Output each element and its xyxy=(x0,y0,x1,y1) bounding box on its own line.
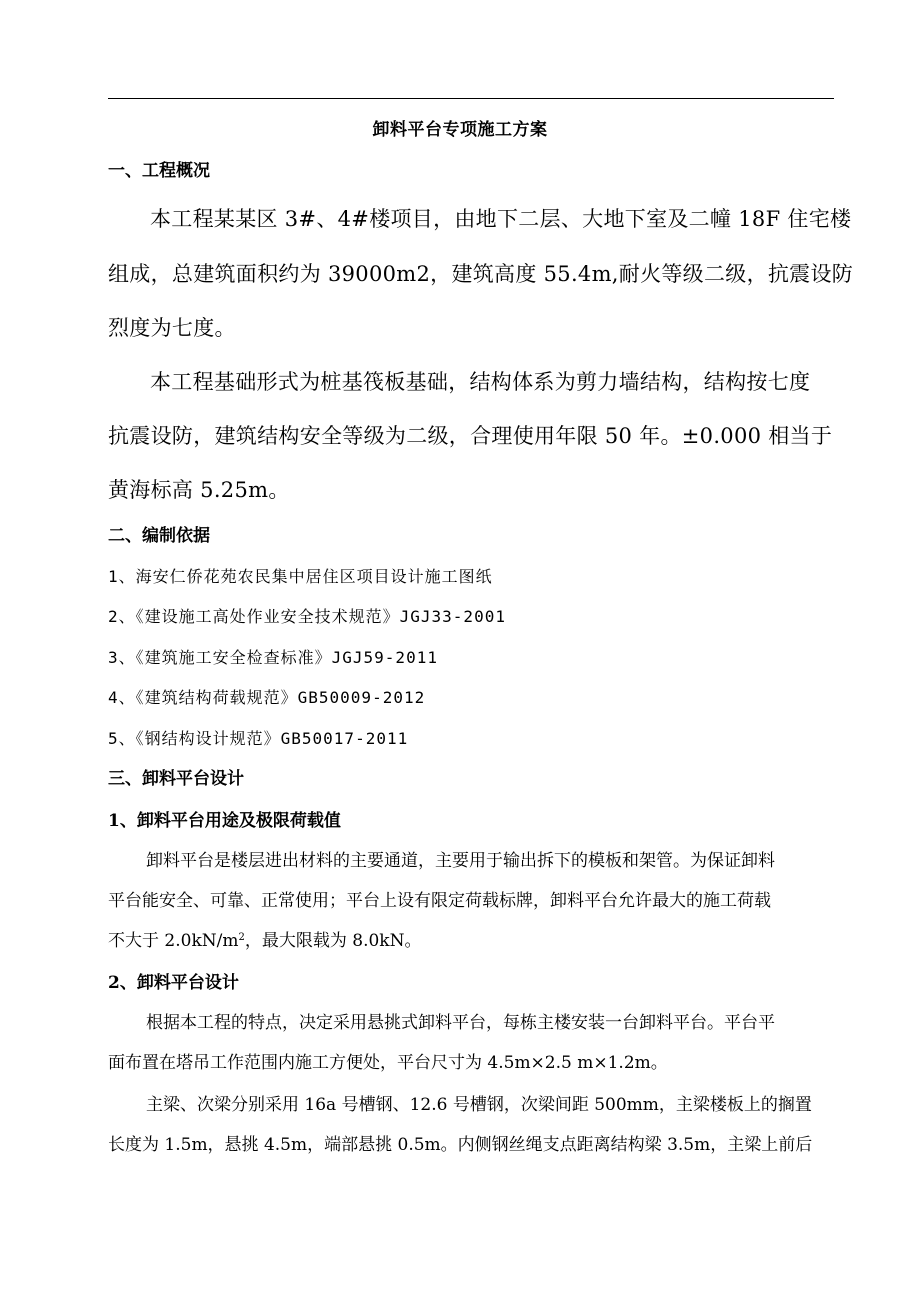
paragraph-line: 烈度为七度。 xyxy=(108,316,236,340)
paragraph-line: 卸料平台是楼层进出材料的主要通道，主要用于输出拆下的模板和架管。为保证卸料 xyxy=(146,851,775,871)
paragraph-line: 组成，总建筑面积约为 39000m2，建筑高度 55.4m,耐火等级二级，抗震设防 xyxy=(108,262,854,286)
paragraph-line: 长度为 1.5m，悬挑 4.5m，端部悬挑 0.5m。内侧钢丝绳支点距离结构梁 3.5m，主梁上前后 xyxy=(108,1135,813,1155)
subsection-heading-usage: 1、卸料平台用途及极限荷载值 xyxy=(108,811,341,831)
load-limit-text: 不大于 2.0kN/m xyxy=(108,931,239,951)
section-heading-basis: 二、编制依据 xyxy=(108,526,210,546)
paragraph-line: 平台能安全、可靠、正常使用；平台上设有限定荷载标牌，卸料平台允许最大的施工荷载 xyxy=(108,891,771,911)
paragraph-line: 面布置在塔吊工作范围内施工方便处，平台尺寸为 4.5m×2.5 m×1.2m。 xyxy=(108,1053,668,1073)
paragraph-line xyxy=(108,933,421,950)
subsection-heading-design: 2、卸料平台设计 xyxy=(108,973,239,993)
paragraph-line: 根据本工程的特点，决定采用悬挑式卸料平台，每栋主楼安装一台卸料平台。平台平 xyxy=(146,1013,775,1033)
paragraph-line: 黄海标高 5.25m。 xyxy=(108,478,290,502)
section-heading-design: 三、卸料平台设计 xyxy=(108,769,244,789)
section-heading-overview: 一、工程概况 xyxy=(108,161,210,181)
paragraph-line: 本工程某某区 3#、4#楼项目，由地下二层、大地下室及二幢 18F 住宅楼 xyxy=(150,207,852,231)
reference-item: 3、《建筑施工安全检查标准》JGJ59-2011 xyxy=(108,648,438,667)
document-title: 卸料平台专项施工方案 xyxy=(372,120,548,140)
reference-item: 5、《钢结构设计规范》GB50017-2011 xyxy=(108,729,409,748)
header-rule xyxy=(108,98,834,99)
max-load-text: ，最大限载为 8.0kN。 xyxy=(244,931,422,951)
reference-item: 4、《建筑结构荷载规范》GB50009-2012 xyxy=(108,688,426,707)
paragraph-line: 抗震设防，建筑结构安全等级为二级，合理使用年限 50 年。±0.000 相当于 xyxy=(108,424,833,448)
paragraph-line: 本工程基础形式为桩基筏板基础，结构体系为剪力墙结构，结构按七度 xyxy=(150,370,811,394)
reference-item: 2、《建设施工高处作业安全技术规范》JGJ33-2001 xyxy=(108,607,506,626)
reference-item: 1、海安仁侨花苑农民集中居住区项目设计施工图纸 xyxy=(108,567,493,586)
superscript: 2 xyxy=(238,932,245,943)
paragraph-line: 主梁、次梁分别采用 16a 号槽钢、12.6 号槽钢，次梁间距 500mm，主梁楼板上的搁置 xyxy=(146,1095,812,1115)
